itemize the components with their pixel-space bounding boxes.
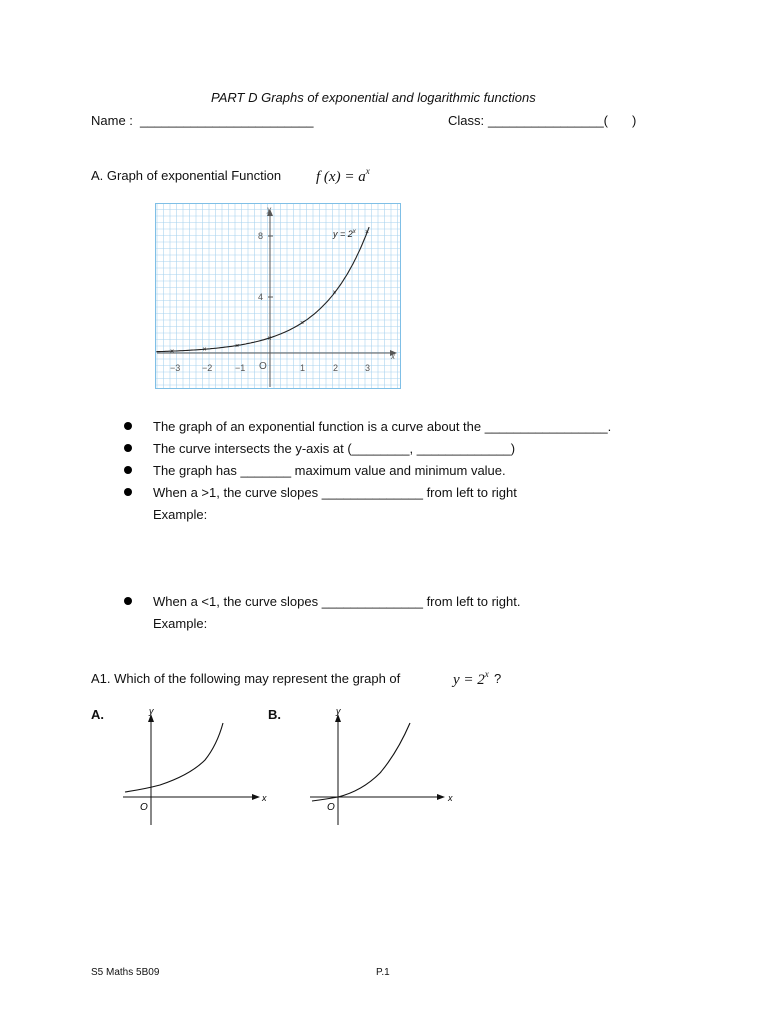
bullet-icon — [124, 466, 132, 474]
option-b-curve — [312, 723, 410, 801]
class-blank: ________________( — [488, 113, 609, 128]
exponential-grid-graph — [155, 203, 403, 389]
bullet-text: When a <1, the curve slopes ______________ from left to right. — [153, 594, 521, 609]
bullet-icon — [124, 597, 132, 605]
bullet-icon — [124, 444, 132, 452]
formula-lhs: f (x) = a — [316, 169, 366, 185]
curve-point-marker: × — [202, 346, 207, 354]
option-b-graph[interactable] — [302, 705, 462, 835]
formula-exponent: x — [365, 166, 370, 176]
footer-left: S5 Maths 5B09 — [91, 967, 160, 978]
curve-point-marker: × — [235, 342, 240, 350]
grid-y-axis-label: y — [267, 205, 271, 214]
option-a-origin: O — [140, 802, 148, 813]
class-label: Class: — [448, 113, 485, 128]
option-b-y-label: y — [336, 706, 341, 716]
bullet-icon — [124, 488, 132, 496]
page-title: PART D Graphs of exponential and logarithmic functions — [211, 90, 536, 105]
example-label: Example: — [153, 616, 208, 631]
option-a-graph[interactable] — [115, 705, 275, 835]
footer-page-number: P.1 — [376, 967, 390, 978]
arrow-right-icon — [252, 794, 260, 800]
question-a1-text: A1. Which of the following may represent the graph of — [91, 671, 401, 686]
y-tick-label: 8 — [258, 231, 264, 241]
name-blank: ________________________ — [140, 113, 314, 128]
section-a-heading: A. Graph of exponential Function — [91, 168, 282, 183]
curve-label: $y = 2^x$ — [333, 229, 356, 239]
grid-x-axis-label: x — [391, 352, 395, 361]
x-tick-label: 1 — [300, 363, 306, 373]
curve-point-marker: × — [332, 289, 337, 297]
name-label: Name : — [91, 113, 133, 128]
curve-point-marker: × — [365, 228, 370, 236]
option-a-letter[interactable]: A. — [91, 707, 104, 722]
class-close-paren: ) — [632, 113, 637, 128]
option-b-letter[interactable]: B. — [268, 707, 281, 722]
bullet-text: When a >1, the curve slopes ______________ from left to right — [153, 485, 517, 500]
bullet-text: The graph has _______ maximum value and minimum value. — [153, 463, 506, 478]
arrow-right-icon — [437, 794, 445, 800]
option-b-x-label: x — [448, 793, 453, 803]
grid-origin-label: O — [259, 361, 267, 372]
curve-point-marker: × — [170, 348, 175, 356]
bullet-icon — [124, 422, 132, 430]
x-tick-label: −1 — [235, 363, 246, 373]
curve-point-marker: × — [300, 320, 305, 328]
question-a1-formula: $y = 2^x$ — [453, 669, 489, 688]
section-a-formula — [316, 166, 370, 186]
option-a-x-label: x — [262, 793, 267, 803]
example-label: Example: — [153, 507, 208, 522]
option-a-y-label: y — [149, 706, 154, 716]
x-tick-label: 3 — [365, 363, 371, 373]
x-tick-label: −3 — [170, 363, 181, 373]
option-b-origin: O — [327, 802, 335, 813]
bullet-text: The curve intersects the y-axis at (________, _____________) — [153, 441, 516, 456]
y-tick-label: 4 — [258, 292, 264, 302]
question-a1-mark: ? — [494, 671, 502, 686]
option-a-curve — [125, 723, 223, 792]
x-tick-label: −2 — [202, 363, 213, 373]
curve-point-marker: × — [267, 335, 272, 343]
x-tick-label: 2 — [333, 363, 339, 373]
bullet-text: The graph of an exponential function is a curve about the _________________. — [153, 419, 612, 434]
